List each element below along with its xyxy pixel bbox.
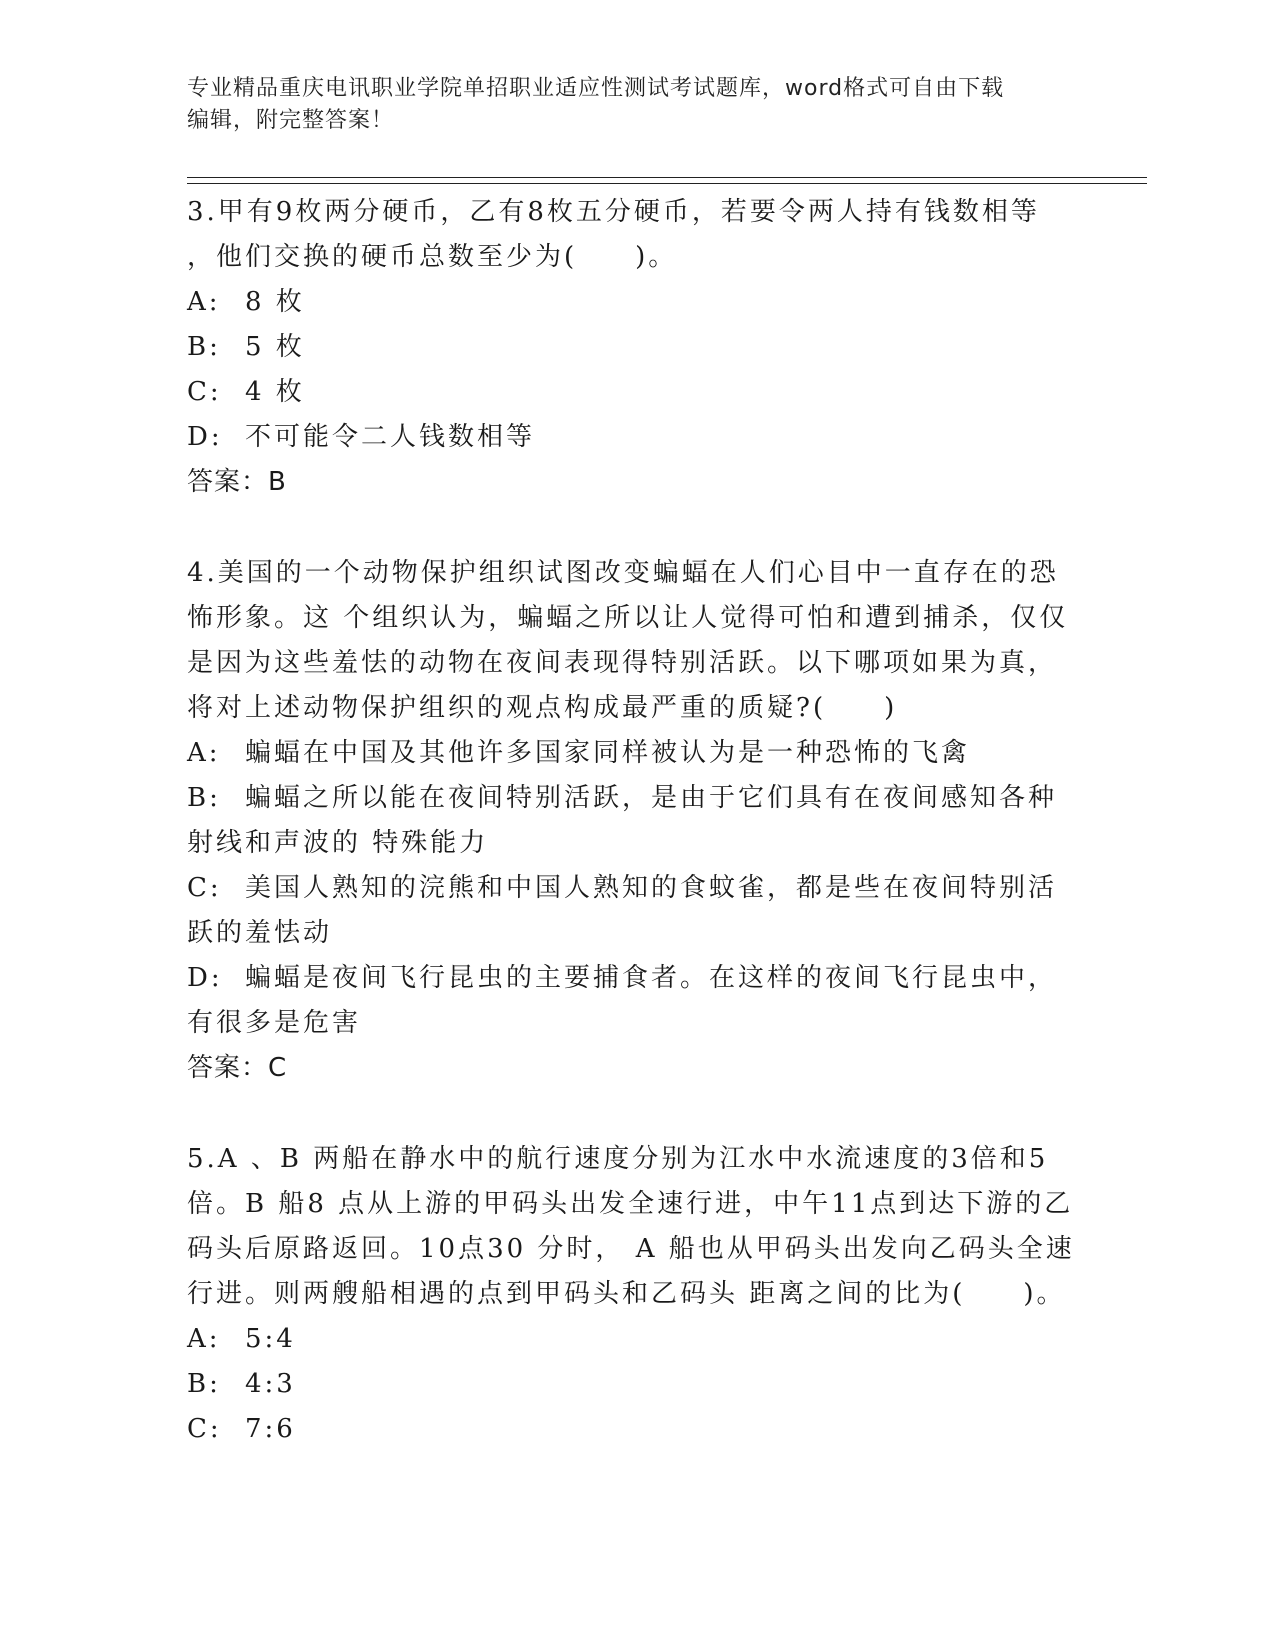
header-divider [187,177,1147,184]
header-line-2: 编辑，附完整答案！ [187,108,395,133]
option-text-continued: 有很多是危害 [187,1008,362,1038]
question-stem-line: 3.甲有9枚两分硬币，乙有8枚五分硬币，若要令两人持有钱数相等 [187,197,1040,227]
option-a [187,731,1147,776]
header-line-1: 专业精品重庆电讯职业学院单招职业适应性测试考试题库，word格式可自由下载 [187,76,1005,101]
option-c [187,370,1147,415]
option-a [187,280,1147,325]
option-b [187,1362,1147,1407]
option-text: 5 枚 [245,332,305,362]
document-header [187,73,1087,137]
question-stem-line: 倍。B 船8 点从上游的甲码头出发全速行进，中午11点到达下游的乙 [187,1189,1074,1219]
option-text: 蝙蝠是夜间飞行昆虫的主要捕食者。在这样的夜间飞行昆虫中， [245,963,1058,993]
spacer [187,505,1147,551]
option-text-continued: 跃的羞怯动 [187,918,333,948]
option-key: B: [187,332,221,362]
question-stem-line: 4.美国的一个动物保护组织试图改变蝙蝠在人们心目中一直存在的恐 [187,558,1059,588]
question-stem-line: 行进。则两艘船相遇的点到甲码头和乙码头 距离之间的比为( )。 [187,1279,1066,1309]
option-b [187,325,1147,370]
option-key: C: [187,1414,222,1444]
question-stem-line: 5.A 、B 两船在静水中的航行速度分别为江水中水流速度的3倍和5 [187,1144,1049,1174]
spacer [187,1091,1147,1137]
option-text: 7:6 [245,1414,296,1444]
question-4 [187,551,1147,1091]
question-3 [187,190,1147,505]
option-text-continued: 射线和声波的 特殊能力 [187,828,489,858]
question-stem-line: ，他们交换的硬币总数至少为( )。 [187,242,678,272]
answer-line: 答案：B [187,467,287,497]
question-list [187,190,1147,1452]
question-stem-line: 怖形象。这 个组织认为，蝙蝠之所以让人觉得可怕和遭到捕杀，仅仅 [187,603,1069,633]
option-key: A: [187,287,221,317]
option-text: 4 枚 [245,377,305,407]
option-key: D: [187,963,223,993]
question-stem-line: 将对上述动物保护组织的观点构成最严重的质疑?( ) [187,693,898,723]
option-key: C: [187,377,222,407]
answer-line: 答案：C [187,1053,288,1083]
option-a [187,1317,1147,1362]
option-key: B: [187,783,221,813]
option-text: 5:4 [245,1324,296,1354]
option-key: D: [187,422,223,452]
option-key: B: [187,1369,221,1399]
option-key: A: [187,1324,221,1354]
option-c [187,866,1147,911]
option-text: 蝙蝠之所以能在夜间特别活跃，是由于它们具有在夜间感知各种 [245,783,1058,813]
option-key: A: [187,738,221,768]
question-stem-line: 是因为这些羞怯的动物在夜间表现得特别活跃。以下哪项如果为真， [187,648,1058,678]
option-c [187,1407,1147,1452]
option-d [187,415,1147,460]
option-text: 蝙蝠在中国及其他许多国家同样被认为是一种恐怖的飞禽 [245,738,971,768]
option-text: 4:3 [245,1369,296,1399]
option-d [187,956,1147,1001]
option-key: C: [187,873,222,903]
question-stem-line: 码头后原路返回。10点30 分时， A 船也从甲码头出发向乙码头全速 [187,1234,1075,1264]
option-text: 不可能令二人钱数相等 [245,422,536,452]
option-text: 美国人熟知的浣熊和中国人熟知的食蚊雀，都是些在夜间特别活 [245,873,1058,903]
question-5 [187,1137,1147,1452]
option-b [187,776,1147,821]
option-text: 8 枚 [245,287,305,317]
